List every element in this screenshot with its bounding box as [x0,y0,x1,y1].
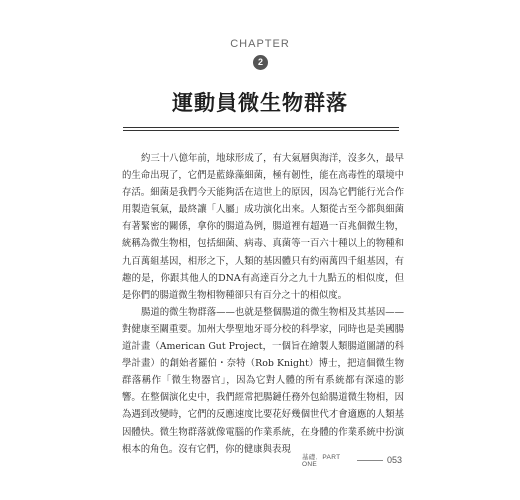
paragraph-1: 約三十八億年前，地球形成了，有大氣層與海洋，沒多久，最早的生命出現了，它們是藍綠藻細菌，極有韌性，能在高毒性的環境中存活。細菌是我們今天能夠活在這世上的原因，因為它們能行光合作用製造氧氣，最終讓「人屬」成功演化出來。人類從古至今都與細菌有著緊密的關係，拿你的腸道為例，腸道裡有超過一百兆個微生物，統稱為微生物相，包括細菌、病毒、真菌等一百六十種以上的物種和九百萬組基因，相形之下，人類的基因體只有約兩萬四千組基因，有趣的是，你跟其他人的DNA有高達百分之九十九點五的相似度，但是你們的腸道微生物相物種卻只有百分之十的相似度。 [122,153,404,301]
title-divider-bottom [123,130,399,131]
footer-divider [357,460,383,461]
footer-part-label: 基礎．PART ONE [302,454,341,468]
chapter-label: CHAPTER [230,38,290,50]
title-divider-top [123,127,399,128]
page-number: 053 [386,455,402,465]
chapter-title: 運動員微生物群落 [172,91,348,115]
chapter-number-badge: 2 [253,55,268,70]
page-footer [302,452,402,468]
paragraph-2: 腸道的微生物群落——也就是整個腸道的微生物相及其基因——對健康至關重要。加州大學聖地牙哥分校的科學家，同時也是美國腸道計畫（American Gut Project，一個旨在繪製人類腸道圖譜的科學計畫）的創始者羅伯・奈特（Rob Knight）博士，把這個微生物群落稱作「微生物器官」，因為它對人體的所有系統都有深遠的影響。在整個演化史中，我們經常把腸鏈任務外包給腸道微生物相，因為遇到改變時，它們的反應速度比要花好幾個世代才會適應的人類基因體快。微生物群落就像電腦的作業系統，在身體的作業系統中扮演根本的角色。沒有它們，你的健康與表現 [122,306,404,455]
body-text [122,150,404,458]
